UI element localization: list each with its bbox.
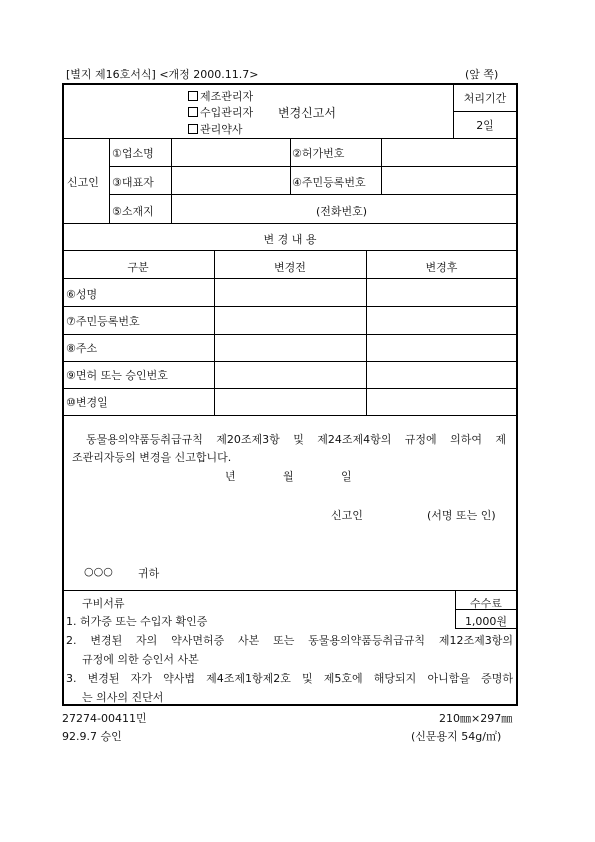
document-item-3-line-1: 3. 변경된 자가 약사법 제4조제1항제2호 및 제5호에 해당되지 아니함을 증명하 bbox=[66, 672, 513, 685]
change-row-address: ⑧주소 bbox=[66, 342, 98, 355]
changes-col-line bbox=[214, 250, 215, 415]
changes-title-bottom bbox=[62, 250, 518, 251]
resident-number-label: ④주민등록번호 bbox=[292, 176, 366, 189]
changes-row-line bbox=[62, 361, 518, 362]
resident-number-field[interactable] bbox=[384, 170, 514, 190]
changes-section-title: 변 경 내 용 bbox=[263, 233, 317, 246]
reporter-label-col bbox=[109, 138, 110, 223]
form-code: 27274-00411민 bbox=[62, 712, 147, 725]
representative-field[interactable] bbox=[174, 170, 286, 190]
change-row-name: ⑥성명 bbox=[66, 288, 98, 301]
option-manufacturing-manager[interactable]: 제조관리자 bbox=[188, 88, 253, 104]
business-name-label: ①업소명 bbox=[112, 147, 154, 160]
changes-header-after: 변경후 bbox=[425, 261, 458, 274]
reporter-mid-col bbox=[290, 138, 291, 194]
phone-label: (전화번호) bbox=[316, 205, 368, 218]
changes-table-bottom bbox=[62, 415, 518, 416]
declaration-line-1: 동물용의약품등취급규칙 제20조제3항 및 제24조제4항의 규정에 의하여 제 bbox=[86, 433, 506, 446]
approval-date: 92.9.7 승인 bbox=[62, 730, 122, 743]
document-item-2-line-1: 2. 변경된 자의 약사면허증 사본 또는 동물용의약품등취급규칙 제12조제3항의 bbox=[66, 634, 513, 647]
permit-number-label: ②허가번호 bbox=[292, 147, 345, 160]
paper-size: 210㎜×297㎜ bbox=[439, 712, 513, 725]
form-number: [별지 제16호서식] <개정 2000.11.7> bbox=[66, 68, 259, 81]
date-month-label: 월 bbox=[283, 470, 294, 483]
frame-top bbox=[62, 83, 518, 85]
permit-number-field[interactable] bbox=[384, 142, 514, 162]
signer-label: 신고인 bbox=[331, 509, 363, 522]
option-import-manager[interactable]: 수입관리자 bbox=[188, 104, 253, 120]
fee-value: 1,000원 bbox=[464, 615, 508, 628]
change-row-resident-number: ⑦주민등록번호 bbox=[66, 315, 140, 328]
change-row-change-date: ⑩변경일 bbox=[66, 396, 108, 409]
processing-box-divider bbox=[453, 111, 517, 112]
changes-row-line bbox=[62, 278, 518, 279]
processing-period-label: 처리기간 bbox=[463, 92, 507, 105]
change-row-license-number: ⑨면허 또는 승인번호 bbox=[66, 369, 168, 382]
changes-col-line bbox=[366, 250, 367, 415]
processing-period-value: 2일 bbox=[476, 119, 494, 132]
document-item-3-line-2: 는 의사의 진단서 bbox=[82, 691, 164, 704]
reporter-label: 신고인 bbox=[67, 176, 99, 189]
form-title: 변경신고서 bbox=[278, 106, 336, 120]
business-name-field[interactable] bbox=[174, 142, 286, 162]
frame-right bbox=[516, 83, 518, 705]
checkbox-icon bbox=[188, 107, 198, 117]
addressee-honorific: 귀하 bbox=[138, 567, 160, 580]
reporter-value-col bbox=[381, 138, 382, 194]
changes-row-line bbox=[62, 334, 518, 335]
signature-label: (서명 또는 인) bbox=[427, 509, 496, 522]
representative-label: ③대표자 bbox=[112, 176, 154, 189]
changes-header-before: 변경전 bbox=[274, 261, 306, 274]
document-item-2-line-2: 규정에 의한 승인서 사본 bbox=[82, 653, 199, 666]
date-day-label: 일 bbox=[341, 470, 352, 483]
address-label: ⑤소재지 bbox=[112, 205, 154, 218]
addressee: ○○○ bbox=[84, 565, 113, 578]
address-field[interactable] bbox=[174, 198, 309, 218]
reporter-field-col bbox=[171, 138, 172, 223]
paper-spec: (신문용지 54g/㎡) bbox=[411, 730, 502, 743]
date-year-label: 년 bbox=[225, 470, 236, 483]
changes-header-category: 구분 bbox=[127, 261, 149, 274]
checkbox-icon bbox=[188, 124, 198, 134]
documents-title: 구비서류 bbox=[82, 597, 125, 610]
frame-left bbox=[62, 83, 64, 705]
option-managing-pharmacist[interactable]: 관리약사 bbox=[188, 121, 243, 137]
checkbox-icon bbox=[188, 91, 198, 101]
page-side-label: (앞 쪽) bbox=[465, 68, 499, 81]
document-item-1: 1. 허가증 또는 수입자 확인증 bbox=[66, 615, 208, 628]
fee-label: 수수료 bbox=[470, 597, 502, 610]
documents-top bbox=[62, 590, 518, 591]
changes-row-line bbox=[62, 388, 518, 389]
reporter-bottom bbox=[62, 223, 518, 224]
changes-row-line bbox=[62, 306, 518, 307]
declaration-line-2: 조관리자등의 변경을 신고합니다. bbox=[72, 451, 232, 464]
